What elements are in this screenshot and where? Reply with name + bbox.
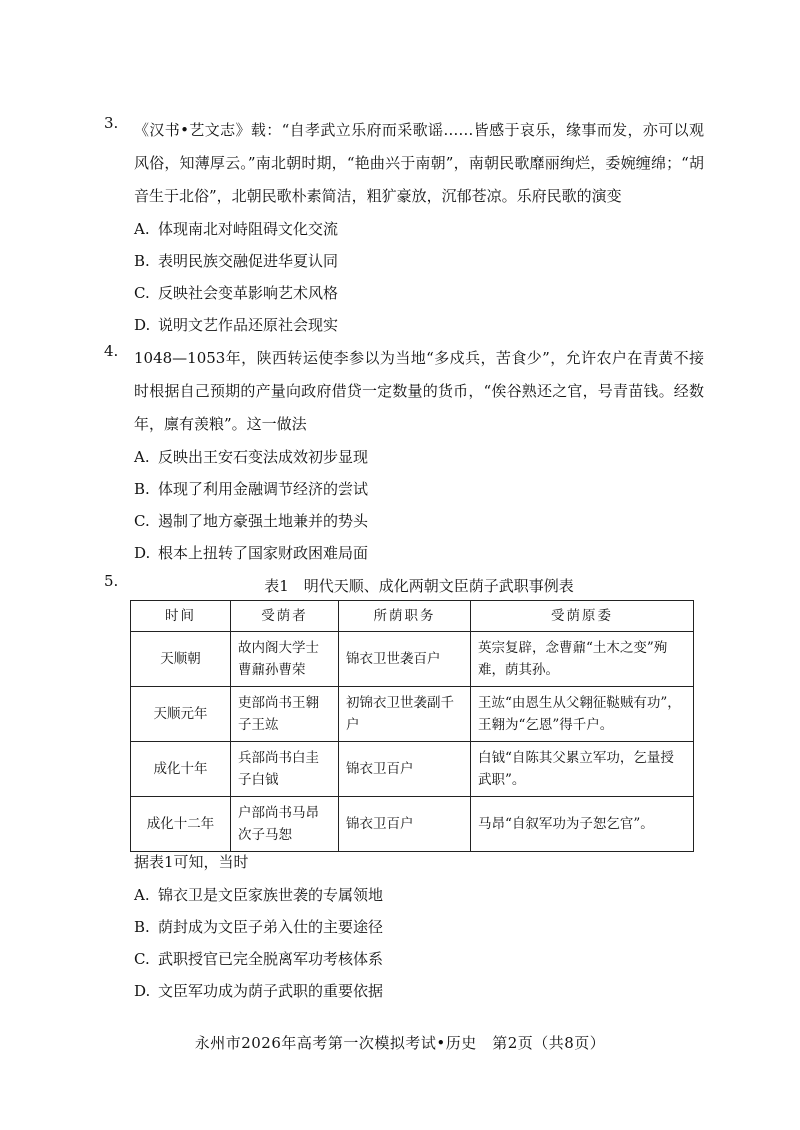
cell-post: 初锦衣卫世袭副千户	[339, 687, 471, 742]
option-a[interactable]	[134, 441, 704, 473]
table-caption: 表1 明代天顺、成化两朝文臣荫子武职事例表	[264, 577, 574, 595]
official-appointment-table	[130, 600, 694, 852]
option-b[interactable]	[134, 245, 704, 277]
header-time: 时间	[131, 601, 231, 632]
cell-post: 锦衣卫世袭百户	[339, 632, 471, 687]
option-d[interactable]	[134, 537, 704, 569]
option-a[interactable]	[134, 213, 704, 245]
page-footer: 永州市2026年高考第一次模拟考试•历史 第2页（共8页）	[194, 1034, 606, 1052]
cell-time: 成化十二年	[131, 797, 231, 852]
table-row	[131, 797, 694, 852]
cell-recipient: 吏部尚书王翱子王竑	[231, 687, 339, 742]
option-letter: D.	[134, 982, 151, 1000]
cell-time: 天顺元年	[131, 687, 231, 742]
question-5-body	[134, 846, 694, 1007]
cell-time: 天顺朝	[131, 632, 231, 687]
option-letter: C.	[134, 284, 150, 302]
option-letter: C.	[134, 950, 150, 968]
option-text: 文臣军功成为荫子武职的重要依据	[158, 982, 384, 1000]
option-letter: D.	[134, 316, 151, 334]
option-text: 荫封成为文臣子弟入仕的主要途径	[158, 918, 384, 936]
option-b[interactable]	[134, 911, 694, 943]
cell-reason: 王竑“由恩生从父翱征鞑贼有功”，王翱为“乞恩”得千户。	[471, 687, 694, 742]
question-3	[104, 114, 704, 341]
option-a[interactable]	[134, 879, 694, 911]
option-d[interactable]	[134, 309, 704, 341]
option-text: 锦衣卫是文臣家族世袭的专属领地	[158, 886, 384, 904]
header-reason: 受荫原委	[471, 601, 694, 632]
cell-reason: 英宗复辟，念曹鼐“土木之变”殉难，荫其孙。	[471, 632, 694, 687]
question-number: 3.	[104, 114, 119, 132]
option-text: 根本上扭转了国家财政困难局面	[158, 544, 369, 562]
option-letter: A.	[134, 448, 150, 466]
option-letter: C.	[134, 512, 150, 530]
option-c[interactable]	[134, 277, 704, 309]
cell-recipient: 兵部尚书白圭子白钺	[231, 742, 339, 797]
option-b[interactable]	[134, 473, 704, 505]
question-stem: 《汉书•艺文志》载：“自孝武立乐府而采歌谣……皆感于哀乐，缘事而发，亦可以观风俗，知薄厚云。”南北朝时期，“艳曲兴于南朝”，南朝民歌靡丽绚烂，委婉缠绵；“胡音生于北俗”，北朝民歌朴素简洁，粗犷豪放，沉郁苍凉。乐府民歌的演变	[134, 121, 704, 205]
cell-recipient: 户部尚书马昂次子马恕	[231, 797, 339, 852]
table-header-row	[131, 601, 694, 632]
option-d[interactable]	[134, 975, 694, 1007]
option-letter: B.	[134, 480, 150, 498]
table-row	[131, 742, 694, 797]
option-text: 武职授官已完全脱离军功考核体系	[158, 950, 384, 968]
option-text: 说明文艺作品还原社会现实	[158, 316, 339, 334]
table-row	[131, 632, 694, 687]
question-5	[104, 572, 704, 600]
question-number: 5.	[104, 572, 119, 590]
option-letter: B.	[134, 918, 150, 936]
option-text: 表明民族交融促进华夏认同	[158, 252, 339, 270]
option-letter: D.	[134, 544, 151, 562]
table-row	[131, 687, 694, 742]
cell-reason: 白钺“自陈其父累立军功，乞量授武职”。	[471, 742, 694, 797]
option-letter: B.	[134, 252, 150, 270]
header-post: 所荫职务	[339, 601, 471, 632]
cell-post: 锦衣卫百户	[339, 742, 471, 797]
option-text: 反映出王安石变法成效初步显现	[158, 448, 369, 466]
cell-post: 锦衣卫百户	[339, 797, 471, 852]
option-text: 遏制了地方豪强土地兼并的势头	[158, 512, 369, 530]
cell-reason: 马昂“自叙军功为子恕乞官”。	[471, 797, 694, 852]
header-recipient: 受荫者	[231, 601, 339, 632]
option-text: 体现南北对峙阻碍文化交流	[158, 220, 339, 238]
option-text: 体现了利用金融调节经济的尝试	[158, 480, 369, 498]
option-letter: A.	[134, 220, 150, 238]
question-number: 4.	[104, 342, 119, 360]
cell-recipient: 故内阁大学士曹鼐孙曹荣	[231, 632, 339, 687]
question-stem: 1048—1053年，陕西转运使李参以为当地“多戍兵，苦食少”，允许农户在青黄不接时根据自己预期的产量向政府借贷一定数量的货币，“俟谷熟还之官，号青苗钱。经数年，廪有羡粮”。这一做法	[134, 349, 704, 433]
cell-time: 成化十年	[131, 742, 231, 797]
option-c[interactable]	[134, 943, 694, 975]
question-stem: 据表1可知，当时	[134, 853, 249, 871]
option-text: 反映社会变革影响艺术风格	[158, 284, 339, 302]
question-4	[104, 342, 704, 569]
option-c[interactable]	[134, 505, 704, 537]
option-letter: A.	[134, 886, 150, 904]
